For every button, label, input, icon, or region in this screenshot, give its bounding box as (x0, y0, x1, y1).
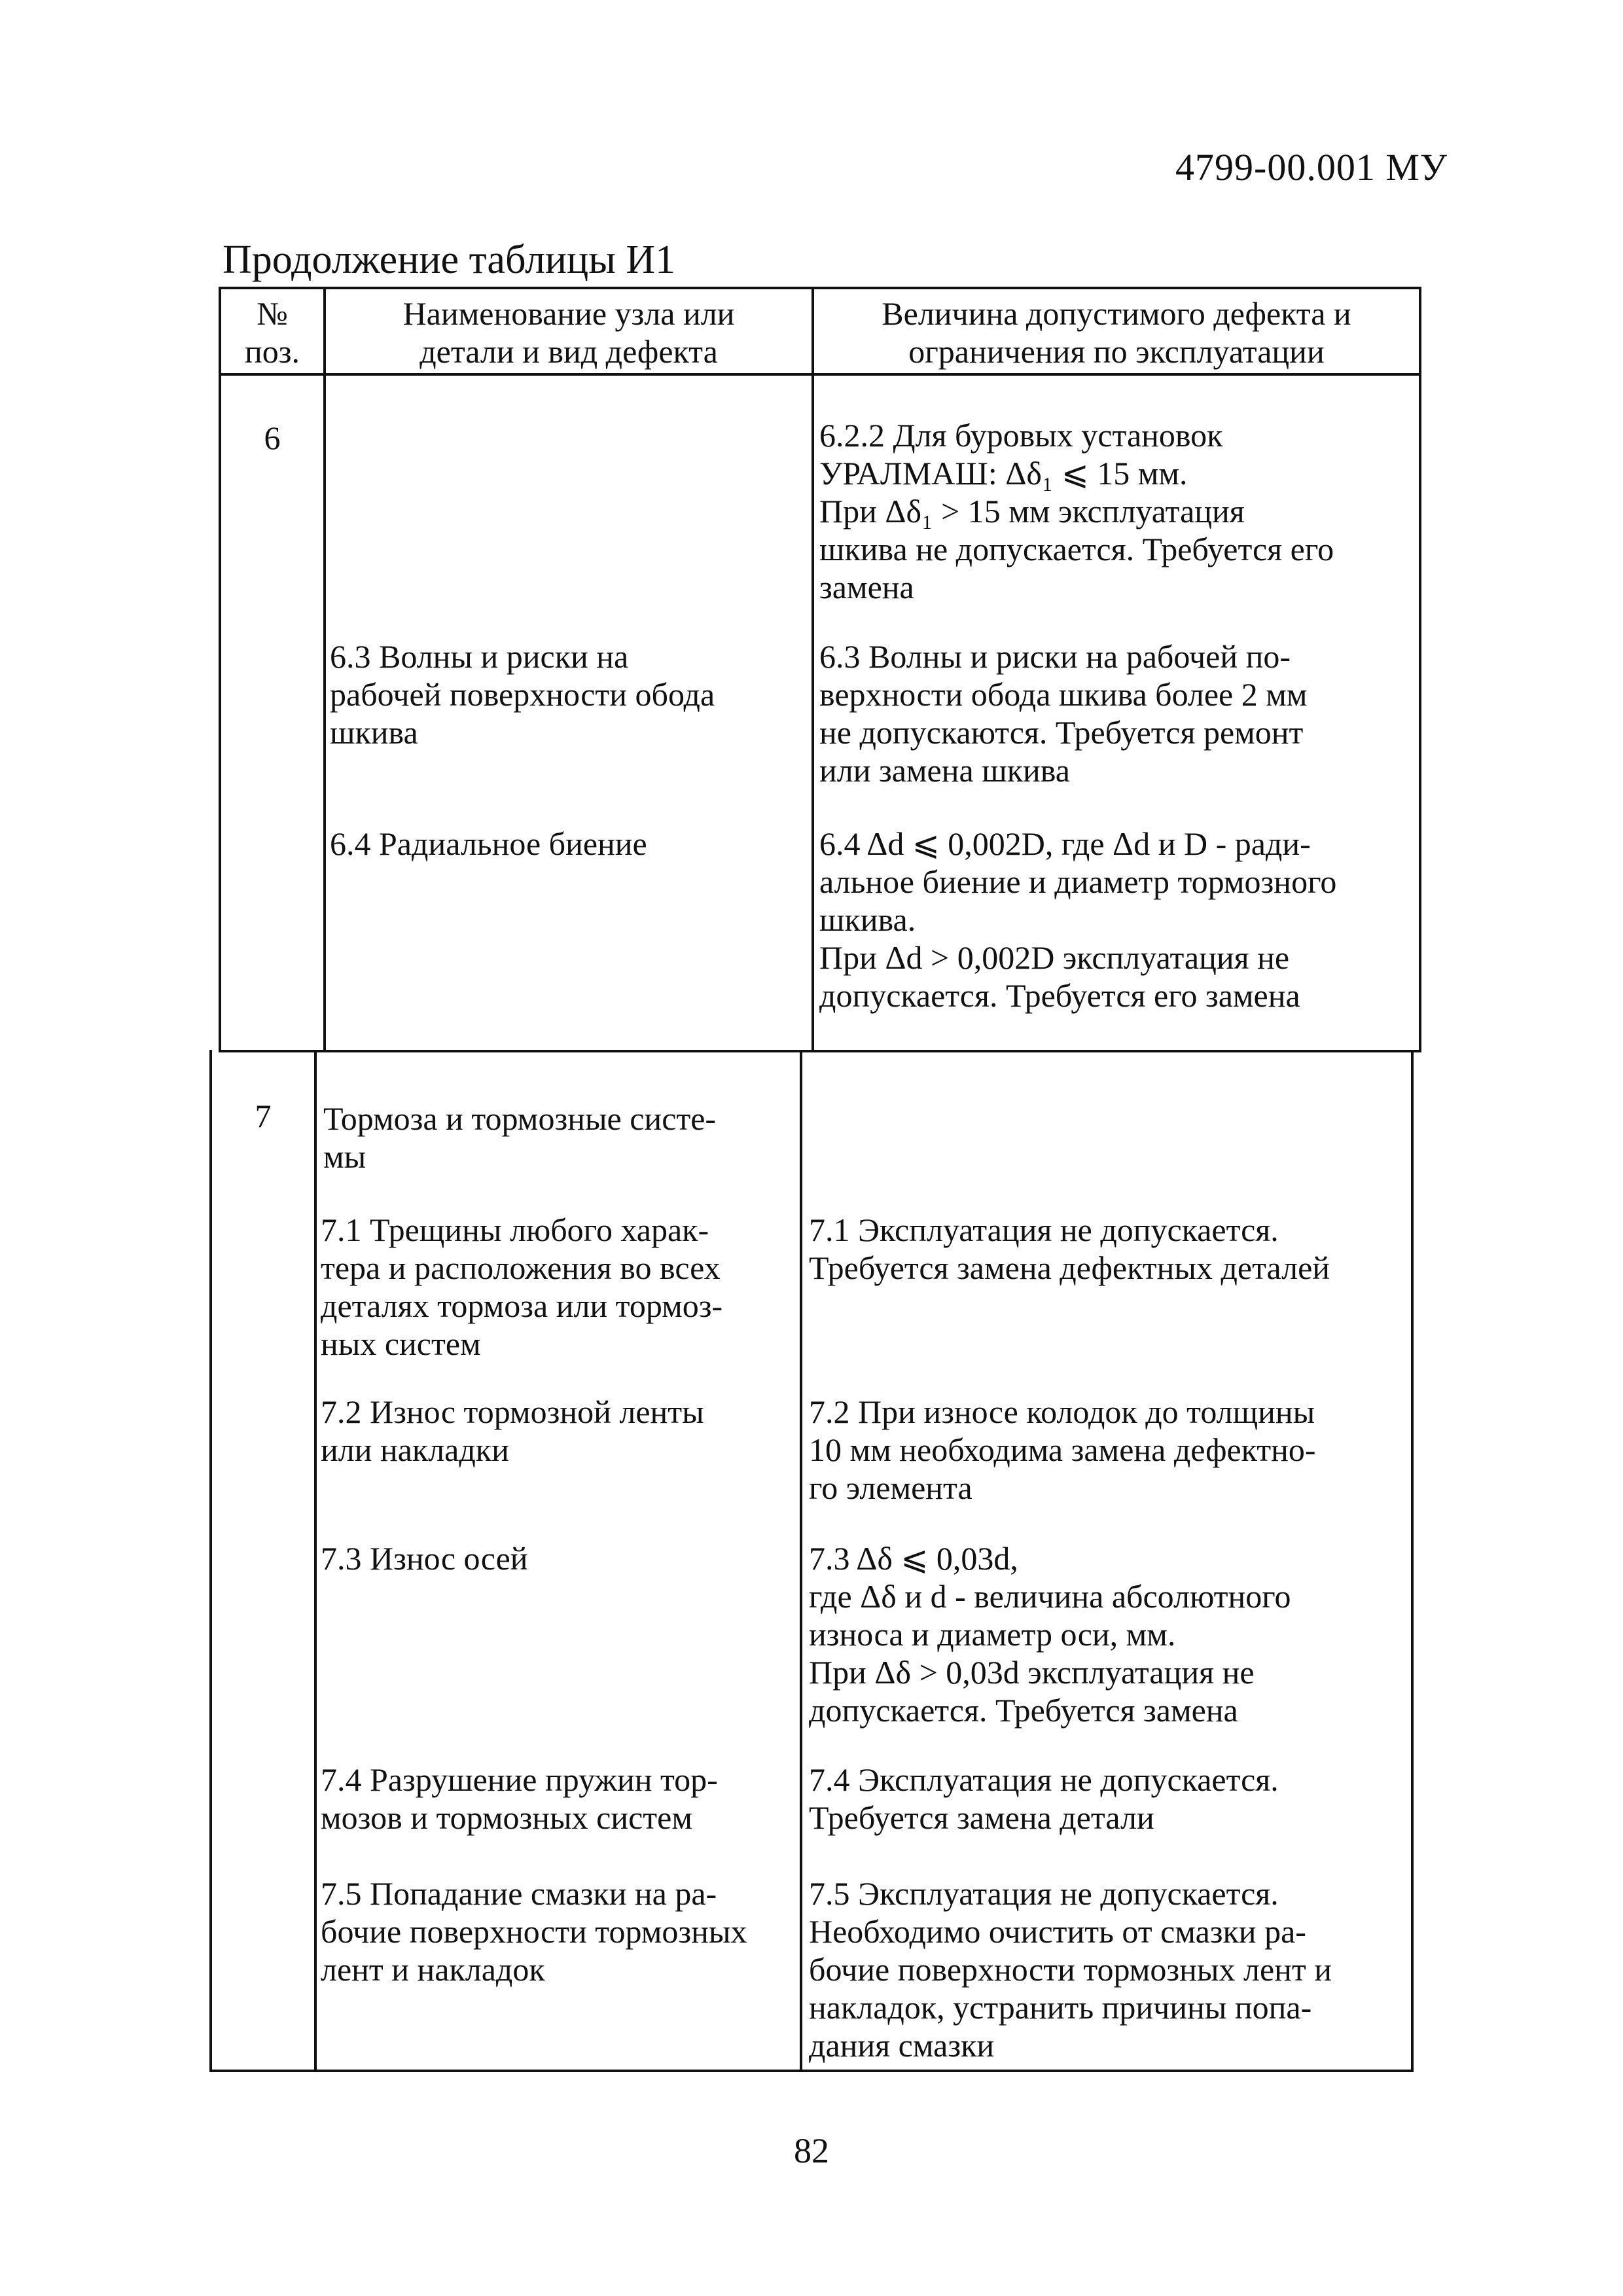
column-header-name: Наименование узла или детали и вид дефекта (402, 295, 735, 370)
defect-6-3: 6.3 Волны и риски на рабочей поверхности обода шкива (330, 638, 715, 751)
limit-7-4: 7.4 Эксплуатация не допускается. Требуется замена детали (809, 1761, 1279, 1836)
limit-6-2-2: 6.2.2 Для буровых установок УРАЛМАШ: Δδ₁ ⩽ 15 мм. При Δδ₁ > 15 мм эксплуатация шкива не допускается. Требуется его замена (819, 417, 1334, 605)
limit-7-5: 7.5 Эксплуатация не допускается. Необходимо очистить от смазки ра- бочие поверхности тормозных лент и накладок, устранить причины попа- дания смазки (809, 1875, 1332, 2064)
column-divider-2-upper (812, 287, 814, 1052)
limit-6-3: 6.3 Волны и риски на рабочей по- верхности обода шкива более 2 мм не допускаются. Требуется ремонт или замена шкива (819, 638, 1308, 789)
column-divider-1-upper (323, 287, 326, 1052)
column-divider-1-lower (314, 1050, 317, 2072)
column-divider-2-lower (800, 1050, 802, 2072)
limit-7-3: 7.3 Δδ ⩽ 0,03d, где Δδ и d - величина абсолютного износа и диаметр оси, мм. При Δδ > 0,03d эксплуатация не допускается. Требуется замена (809, 1540, 1291, 1729)
column-header-position: № поз. (244, 295, 300, 370)
table-border-bottom (209, 2070, 1414, 2072)
table-caption: Продолжение таблицы И1 (223, 238, 676, 282)
limit-6-4: 6.4 Δd ⩽ 0,002D, где Δd и D - ради- альное биение и диаметр тормозного шкива. При Δd > 0,002D эксплуатация не допускается. Требуется его замена (819, 825, 1337, 1014)
defect-7-3: 7.3 Износ осей (321, 1540, 528, 1577)
defect-6-4: 6.4 Радиальное биение (330, 825, 647, 862)
table-border-top (219, 287, 1421, 289)
header-separator (219, 373, 1421, 376)
table-border-right-lower (1411, 1050, 1414, 2072)
defect-7-4: 7.4 Разрушение пружин тор- мозов и тормозных систем (321, 1761, 718, 1836)
column-header-limit: Величина допустимого дефекта и ограничения по эксплуатации (882, 295, 1351, 370)
position-number-6: 6 (264, 420, 281, 456)
limit-7-1: 7.1 Эксплуатация не допускается. Требуется замена дефектных деталей (809, 1211, 1330, 1286)
position-number-7: 7 (255, 1098, 272, 1134)
section-separator (219, 1050, 1421, 1052)
section-7-title: Тормоза и тормозные систе- мы (323, 1100, 717, 1175)
table-border-right-upper (1419, 287, 1421, 1052)
page-number: 82 (794, 2131, 829, 2170)
defect-7-5: 7.5 Попадание смазки на ра- бочие поверхности тормозных лент и накладок (321, 1875, 747, 1988)
defect-7-2: 7.2 Износ тормозной ленты или накладки (321, 1393, 704, 1468)
document-code: 4799-00.001 МУ (1175, 146, 1448, 188)
defect-7-1: 7.1 Трещины любого харак- тера и расположения во всех деталях тормоза или тормоз- ных систем (321, 1211, 723, 1362)
limit-7-2: 7.2 При износе колодок до толщины 10 мм необходима замена дефектно- го элемента (809, 1393, 1316, 1506)
table-border-left-lower (209, 1050, 212, 2072)
table-border-left-upper (219, 287, 221, 1052)
